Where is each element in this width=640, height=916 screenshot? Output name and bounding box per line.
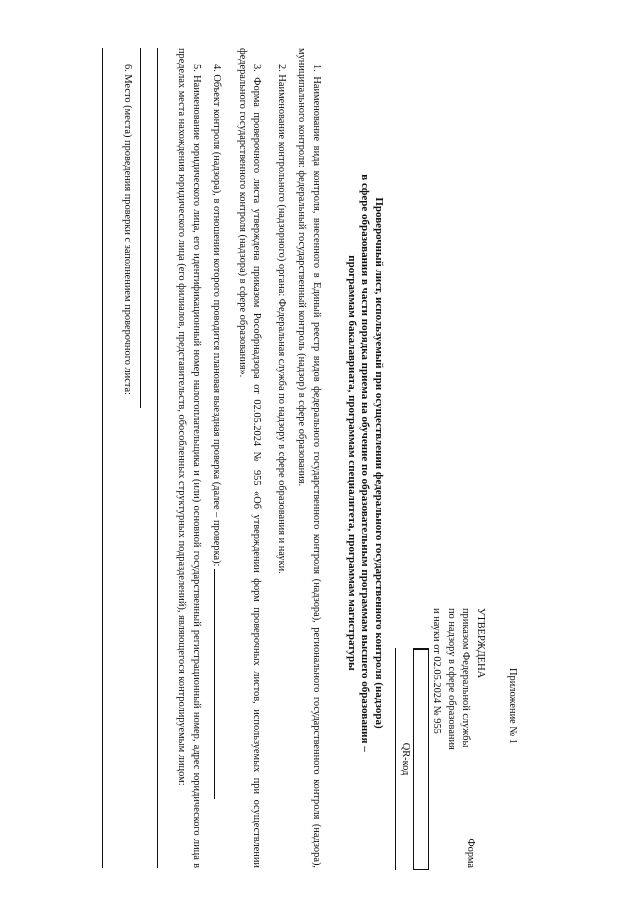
item-4-control-object bbox=[209, 48, 225, 868]
title-line-2: в сфере образования в части порядка приема на обучение по образовательным программам высшего образования – bbox=[359, 174, 372, 752]
item-6-inspection-place: 6. Место (места) проведения проверки с заполнением проверочного листа: bbox=[122, 64, 133, 396]
qr-code-box bbox=[396, 648, 430, 870]
approved-line-3: по надзору в сфере образования bbox=[446, 608, 457, 750]
item-5-fill-line-1 bbox=[157, 48, 172, 868]
approved-line-4: и науки от 02.05.2024 № 955 bbox=[431, 608, 443, 734]
rotated-document bbox=[85, 48, 555, 868]
item-6-fill-line bbox=[103, 48, 118, 868]
document-body bbox=[101, 48, 324, 868]
item-3-form-approval: 3. Форма проверочного листа утверждена приказом Рособрнадзора от 02.05.2024 № 955 «Об утверждении форм проверочных листов, используемых при осуществлении федерального государственного контроля (надзора) в сфере образования». bbox=[237, 48, 263, 868]
title-line-3: программам бакалавриата, программам специалитета, программам магистратуры bbox=[346, 255, 358, 671]
approved-line-1: УТВЕРЖДЕНА bbox=[475, 608, 486, 679]
item-5-fill-line-2 bbox=[140, 48, 155, 408]
item-4-fill-line bbox=[215, 569, 225, 799]
document-title bbox=[345, 68, 386, 858]
item-2-control-body: 2. Наименование контрольного (надзорного) органа: Федеральная служба по надзору в сфере образования и науки. bbox=[276, 64, 287, 574]
item-5-legal-entity: 5. Наименование юридического лица, его идентификационный номер налогоплательщика и (или) основной государственный регистрационный номер, адрес юридического лица в пределах места нахождения юридического лица (его филиалов, представительств, обособленных структурных подразделений), являющегося контролируемым лицом: bbox=[176, 48, 202, 868]
item-1-control-type: 1. Наименование вида контроля, внесенного в Единый реестр видов федерального государственного контроля (надзора), регионального государственного контроля (надзора), муниципального контроля: федеральный государственный контроль (надзор) в сфере образования. bbox=[296, 48, 322, 868]
form-label: Форма bbox=[465, 838, 476, 868]
approval-stamp-text bbox=[429, 608, 487, 868]
appendix-number: Приложение № 1 bbox=[507, 668, 518, 745]
spacer bbox=[134, 48, 138, 868]
qr-code-frame bbox=[414, 648, 429, 870]
spacer bbox=[264, 48, 268, 868]
qr-code-label: QR-код bbox=[400, 742, 411, 776]
title-line-1: Проверочный лист, используемый при осуществлении федерального государственного контроля (надзора) bbox=[373, 197, 385, 729]
spacer bbox=[203, 48, 207, 868]
approved-line-2: приказом Федеральной службы bbox=[460, 608, 472, 748]
item-4-text: 4. Объект контроля (надзора), в отношении которого проводится плановая выездная проверка (далее – проверка): bbox=[211, 64, 223, 567]
qr-label-underline bbox=[396, 648, 397, 870]
spacer bbox=[225, 48, 229, 868]
